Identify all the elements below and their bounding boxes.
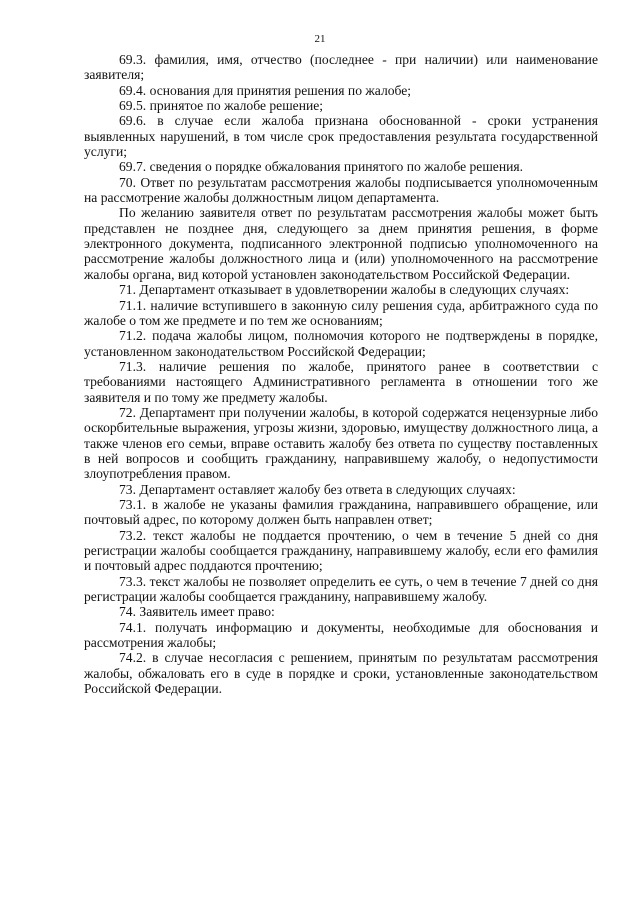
paragraph-69-7: 69.7. сведения о порядке обжалования принятого по жалобе решения.: [119, 159, 524, 175]
paragraph-71-1: 71.1. наличие вступившего в законную силу решения суда, арбитражного суда по жалобе о том же предмете и по тем же основаниям;: [84, 297, 598, 328]
paragraph-73-1: 73.1. в жалобе не указаны фамилия гражданина, направившего обращение, или почтовый адрес, по которому должен быть направлен ответ;: [84, 496, 598, 528]
paragraph-69-3: 69.3. фамилия, имя, отчество (последнее - при наличии) или наименование заявителя;: [84, 52, 598, 83]
page-number: 21: [314, 33, 326, 45]
paragraph-73: 73. Департамент оставляет жалобу без ответа в следующих случаях:: [119, 481, 516, 497]
paragraph-73-2: 73.2. текст жалобы не поддается прочтению, о чем в течение 5 дней со дня регистрации жалобы сообщается гражданину, направившему жалобу, если его фамилия и почтовый адрес поддаются прочтению;: [84, 527, 598, 574]
paragraph-71-3: 71.3. наличие решения по жалобе, принятого ранее в соответствии с требованиями настоящего Административного регламента в отношении того же заявителя и по тому же предмету жалобы.: [84, 358, 598, 405]
paragraph-73-3: 73.3. текст жалобы не позволяет определить ее суть, о чем в течение 7 дней со дня регистрации жалобы сообщается гражданину, направившему жалобу.: [84, 573, 598, 605]
paragraph-70: 70. Ответ по результатам рассмотрения жалобы подписывается уполномоченным на рассмотрение жалобы должностным лицом департамента.: [84, 174, 598, 206]
paragraph-72: 72. Департамент при получении жалобы, в которой содержатся нецензурные либо оскорбительные выражения, угрозы жизни, здоровью, имуществу должностного лица, а также членов его семьи, вправе оставить жалобу без ответа по существу поставленных в ней вопросов и сообщить гражданину, направившему жалобу, о недопустимости злоупотребления правом.: [84, 404, 598, 482]
paragraph-71-2: 71.2. подача жалобы лицом, полномочия которого не подтверждены в порядке, установленном законодательством Российской Федерации;: [84, 328, 598, 359]
paragraph-71: 71. Департамент отказывает в удовлетворении жалобы в следующих случаях:: [119, 282, 570, 298]
paragraph-74: 74. Заявитель имеет право:: [119, 604, 275, 620]
paragraph-69-4: 69.4. основания для принятия решения по жалобе;: [119, 82, 412, 98]
paragraph-69-5: 69.5. принятое по жалобе решение;: [119, 98, 324, 114]
paragraph-74-2: 74.2. в случае несогласия с решением, принятым по результатам рассмотрения жалобы, обжаловать его в суде в порядке и сроки, установленные законодательством Российской Федерации.: [84, 650, 598, 697]
document-body: [84, 52, 598, 696]
paragraph-70-electronic-reply: По желанию заявителя ответ по результатам рассмотрения жалобы может быть представлен не позднее дня, следующего за днем принятия решения, в форме электронного документа, подписанного электронной подписью уполномоченного на рассмотрение жалобы должностного лица и (или) уполномоченного на рассмотрение жалобы органа, вид которой установлен законодательством Российской Федерации.: [84, 205, 598, 282]
paragraph-69-6: 69.6. в случае если жалоба признана обоснованной - сроки устранения выявленных нарушений, в том числе срок предоставления результата государственной услуги;: [84, 113, 598, 160]
paragraph-74-1: 74.1. получать информацию и документы, необходимые для обоснования и рассмотрения жалобы;: [84, 619, 598, 651]
